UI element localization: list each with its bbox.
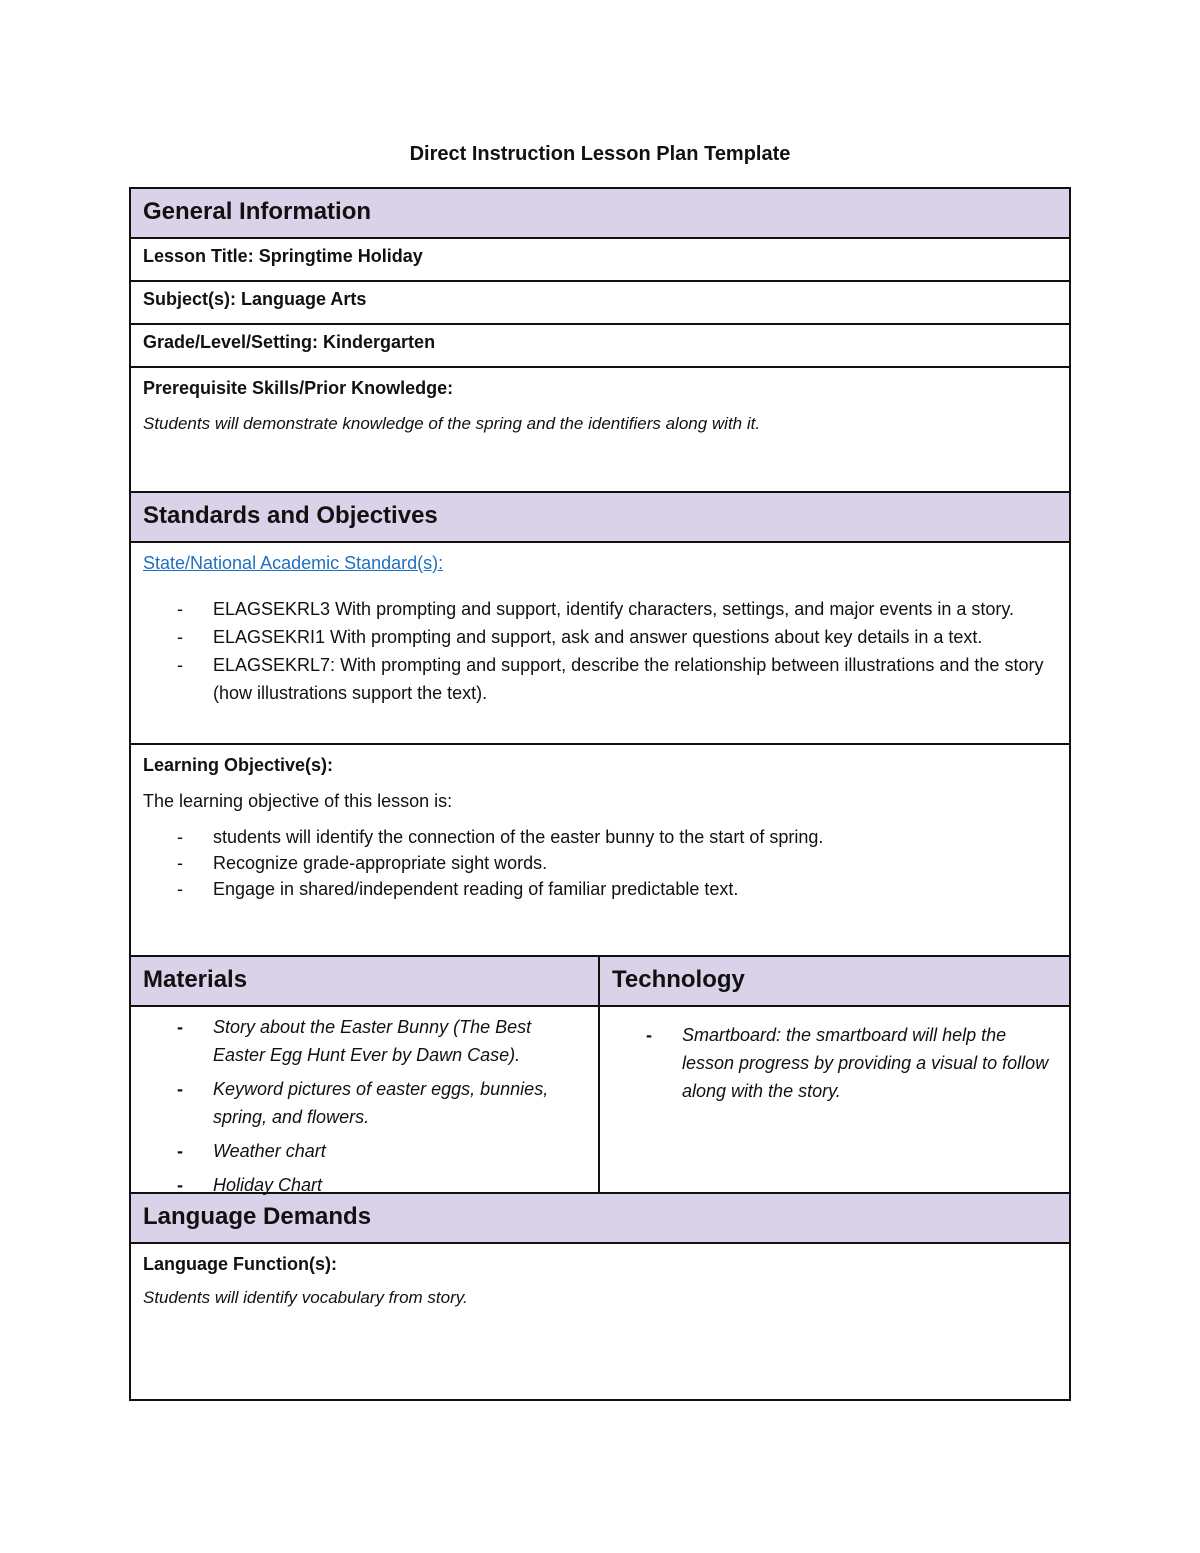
document-title: Direct Instruction Lesson Plan Template [409, 143, 791, 165]
language-function-text: Students will identify vocabulary from story. [143, 1288, 468, 1307]
materials-heading: Materials [131, 957, 600, 1005]
list-item: - Keyword pictures of easter eggs, bunnies, spring, and flowers. [177, 1079, 549, 1127]
list-item: - ELAGSEKRI1 With prompting and support, ask and answer questions about key details in a text. [177, 627, 983, 647]
prerequisite-section [131, 368, 1069, 493]
standards-objectives-heading: Standards and Objectives [131, 493, 1069, 543]
materials-technology-content-row [131, 1007, 1069, 1194]
grade-level-field: Grade/Level/Setting: Kindergarten [131, 325, 1069, 368]
list-item: - Recognize grade-appropriate sight words. [177, 853, 548, 873]
list-item: - students will identify the connection of the easter bunny to the start of spring. [177, 827, 824, 847]
objectives-list [143, 824, 1057, 902]
standards-section [131, 543, 1069, 745]
technology-cell [600, 1007, 1069, 1192]
materials-cell [131, 1007, 600, 1195]
lesson-plan-table [129, 187, 1071, 1401]
language-demands-heading: Language Demands [131, 1194, 1069, 1244]
materials-technology-heading-row [131, 957, 1069, 1007]
list-item: - Engage in shared/independent reading of familiar predictable text. [177, 879, 739, 899]
materials-list [143, 1013, 586, 1199]
prerequisite-text: Students will demonstrate knowledge of the spring and the identifiers along with it. [143, 414, 761, 433]
learning-objectives-section [131, 745, 1069, 957]
general-information-heading: General Information [131, 189, 1069, 239]
list-item: - Weather chart [177, 1141, 326, 1161]
objectives-intro: The learning objective of this lesson is: [143, 791, 453, 811]
language-function-section [131, 1244, 1069, 1399]
prerequisite-label: Prerequisite Skills/Prior Knowledge: [143, 378, 454, 398]
list-item: - Story about the Easter Bunny (The Best Easter Egg Hunt Ever by Dawn Case). [177, 1017, 532, 1065]
language-function-label: Language Function(s): [143, 1254, 337, 1274]
list-item: - ELAGSEKRL7: With prompting and support, describe the relationship between illustrations and the story (how illustrations support the text). [177, 655, 1044, 703]
list-item: - ELAGSEKRL3 With prompting and support, identify characters, settings, and major events in a story. [177, 599, 1015, 619]
list-item: - Smartboard: the smartboard will help the lesson progress by providing a visual to follow along with the story. [646, 1025, 1049, 1101]
technology-heading: Technology [612, 966, 745, 993]
lesson-title-field: Lesson Title: Springtime Holiday [131, 239, 1069, 282]
technology-list [612, 1021, 1057, 1105]
standards-link[interactable]: State/National Academic Standard(s): [143, 553, 444, 573]
list-item: - Holiday Chart [177, 1175, 323, 1195]
subjects-field: Subject(s): Language Arts [131, 282, 1069, 325]
objectives-label: Learning Objective(s): [143, 755, 334, 775]
standards-list [143, 595, 1057, 707]
